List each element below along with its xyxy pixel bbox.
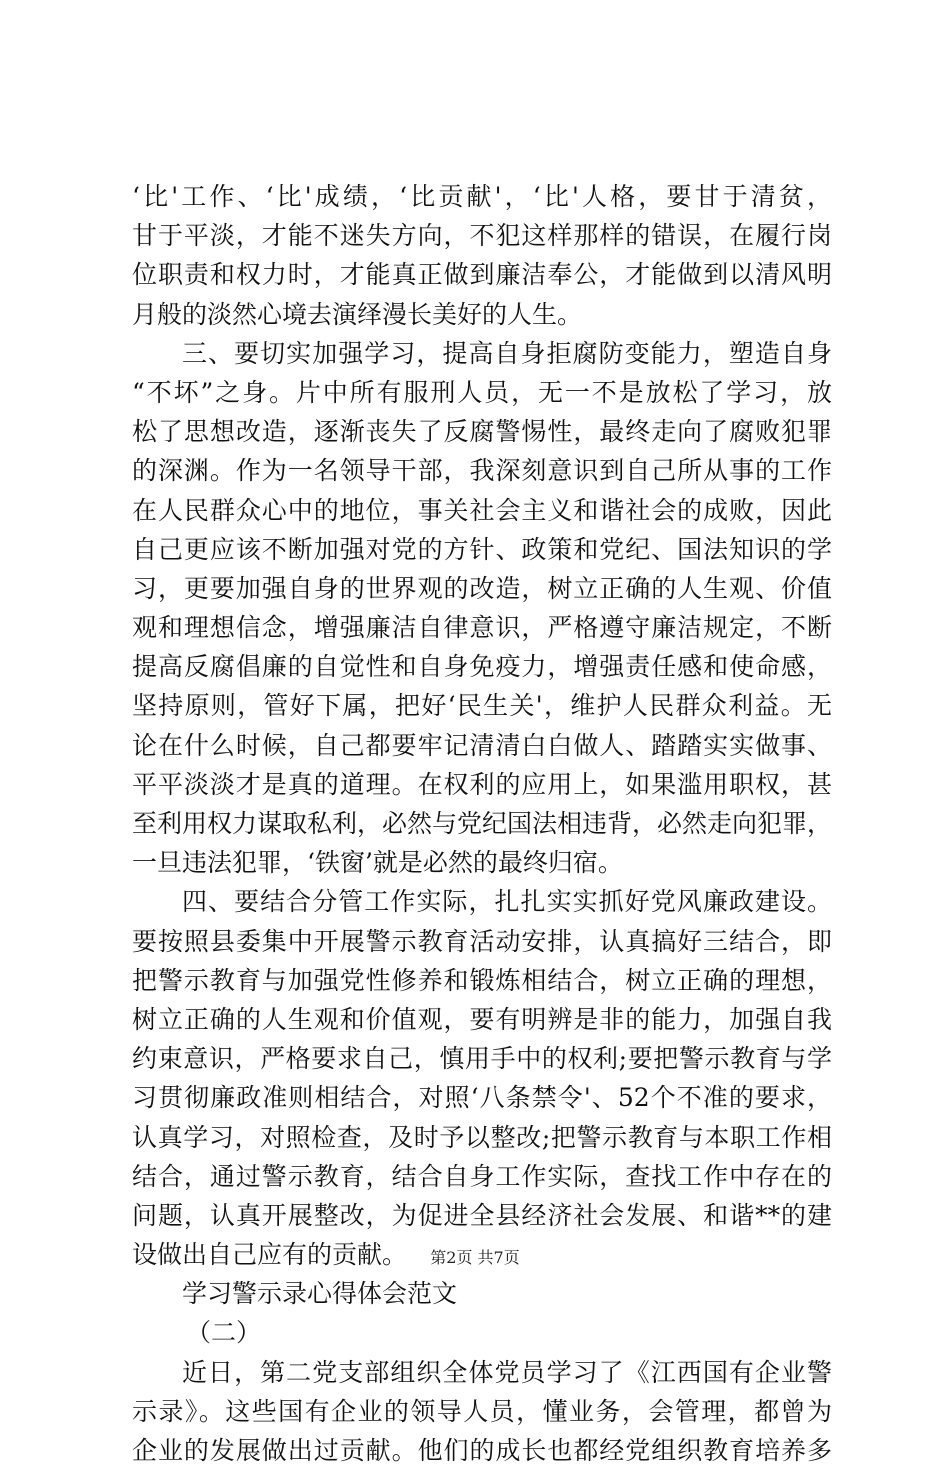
text-line: 位职责和权力时，才能真正做到廉洁奉公，才能做到以清风明 (132, 260, 832, 290)
text-line: 示录》。这些国有企业的领导人员，懂业务，会管理，都曾为 (132, 1396, 832, 1426)
text-line: 平平淡淡才是真的道理。在权利的应用上，如果滥用职权，甚 (132, 769, 832, 799)
text-line: 把警示教育与加强党性修养和锻炼相结合，树立正确的理想， (132, 965, 832, 995)
text-line: 习，更要加强自身的世界观的改造，树立正确的人生观、价值 (132, 573, 832, 603)
text-line: 习贯彻廉政准则相结合，对照‘八条禁令'、52个不准的要求， (132, 1083, 832, 1113)
text-line: 观和理想信念，增强廉洁自律意识，严格遵守廉洁规定，不断 (132, 613, 832, 643)
text-line: 要按照县委集中开展警示教育活动安排，认真搞好三结合，即 (132, 926, 832, 956)
text-line: 月般的淡然心境去演绎漫长美好的人生。 (132, 299, 583, 329)
page-number-footer: 第2页 共7页 (430, 1248, 520, 1267)
section-heading: 学习警示录心得体会范文 (182, 1279, 458, 1309)
text-line: 问题，认真开展整改，为促进全县经济社会发展、和谐**的建 (132, 1200, 832, 1230)
text-line: 松了思想改造，逐渐丧失了反腐警惕性，最终走向了腐败犯罪 (132, 417, 832, 447)
document-body (132, 177, 832, 1470)
text-line: 结合，通过警示教育，结合自身工作实际，查找工作中存在的 (132, 1161, 832, 1191)
text-line: 四、要结合分管工作实际，扎扎实实抓好党风廉政建设。 (182, 887, 832, 917)
text-line: 设做出自己应有的贡献。 (132, 1240, 408, 1270)
text-line: 论在什么时候，自己都要牢记清清白白做人、踏踏实实做事、 (132, 730, 832, 760)
text-line: 树立正确的人生观和价值观，要有明辨是非的能力，加强自我 (132, 1004, 832, 1034)
text-line: 甘于平淡，才能不迷失方向，不犯这样那样的错误，在履行岗 (132, 221, 832, 251)
text-line: 的深渊。作为一名领导干部，我深刻意识到自己所从事的工作 (132, 456, 832, 486)
text-line: 至利用权力谋取私利，必然与党纪国法相违背，必然走向犯罪， (132, 809, 833, 838)
text-line: 约束意识，严格要求自己，慎用手中的权利;要把警示教育与学 (132, 1044, 832, 1074)
section-subheading: （二） (186, 1318, 262, 1348)
text-line: 自己更应该不断加强对党的方针、政策和党纪、国法知识的学 (132, 534, 832, 564)
text-line: 坚持原则，管好下属，把好‘民生关'，维护人民群众利益。无 (132, 691, 832, 721)
text-line: “不坏”之身。片中所有服刑人员，无一不是放松了学习，放 (132, 377, 832, 407)
text-line: 提高反腐倡廉的自觉性和自身免疫力，增强责任感和使命感， (132, 652, 832, 682)
text-line: 认真学习，对照检查，及时予以整改;把警示教育与本职工作相 (132, 1122, 832, 1152)
text-line: 三、要切实加强学习，提高自身拒腐防变能力，塑造自身 (182, 338, 832, 368)
text-line: 在人民群众心中的地位，事关社会主义和谐社会的成败，因此 (132, 495, 832, 525)
text-line: 一旦违法犯罪，‘铁窗’就是必然的最终归宿。 (132, 848, 623, 878)
text-line: 企业的发展做出过贡献。他们的成长也都经党组织教育培养多 (132, 1436, 832, 1465)
text-line: 近日，第二党支部组织全体党员学习了《江西国有企业警 (182, 1357, 832, 1387)
text-line: ‘比'工作、‘比'成绩，‘比贡献'，‘比'人格，要甘于清贫， (132, 182, 832, 211)
